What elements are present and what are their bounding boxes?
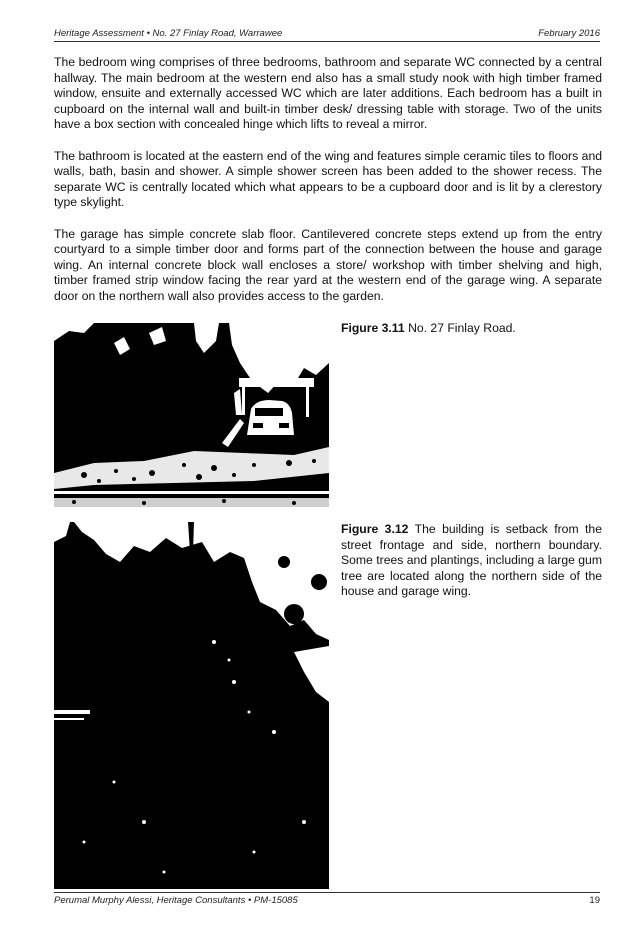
page-footer [54,892,600,906]
footer-consultant: Perumal Murphy Alessi, Heritage Consultants • PM-15085 [54,895,298,906]
paragraph-bathroom: The bathroom is located at the eastern end of the wing and features simple ceramic tiles to floors and walls, bath, basin and shower. A simple shower screen has been added to the shower recess. The separate WC is centrally located which what appears to be a cupboard door and is lit by a clerestory type skylight. [54,148,602,210]
page-header [54,28,600,42]
page-number: 19 [589,895,600,906]
figure-3-12-text: The building is setback from the street frontage and side, northern boundary. Some trees and plantings, including a large gum tree are located along the northern side of the house and garage wing. [341,522,602,599]
header-document-title: Heritage Assessment • No. 27 Finlay Road, Warrawee [54,28,283,39]
figure-3-11-text: No. 27 Finlay Road. [404,321,516,335]
figure-3-12-photo [54,522,329,889]
header-date: February 2016 [538,28,600,39]
paragraph-bedroom-wing: The bedroom wing comprises of three bedrooms, bathroom and separate WC connected by a central hallway. The main bedroom at the western end also has a small study nook with high timber framed window, ensuite and externally accessed WC which are later additions. Each bedroom has a built in cupboard on the internal wall and built-in timber desk/ dressing table with storage. Two of the units have a box section with concealed hinge which lifts to reveal a mirror. [54,55,602,132]
figure-3-11-caption [341,321,602,337]
paragraph-garage: The garage has simple concrete slab floor. Cantilevered concrete steps extend up from the entry courtyard to a simple timber door and forms part of the connection between the house and garage wing. An internal concrete block wall encloses a store/ workshop with timber shelving and high, timber framed strip window facing the rear yard at the western end of the garage wing. A separate door on the northern wall also provides access to the garden. [54,226,602,303]
figure-3-12-label: Figure 3.12 [341,522,409,536]
figure-3-11-label: Figure 3.11 [341,321,405,335]
figure-3-12-caption [341,522,602,600]
figure-3-11-photo [54,323,329,507]
body-text [54,55,602,320]
